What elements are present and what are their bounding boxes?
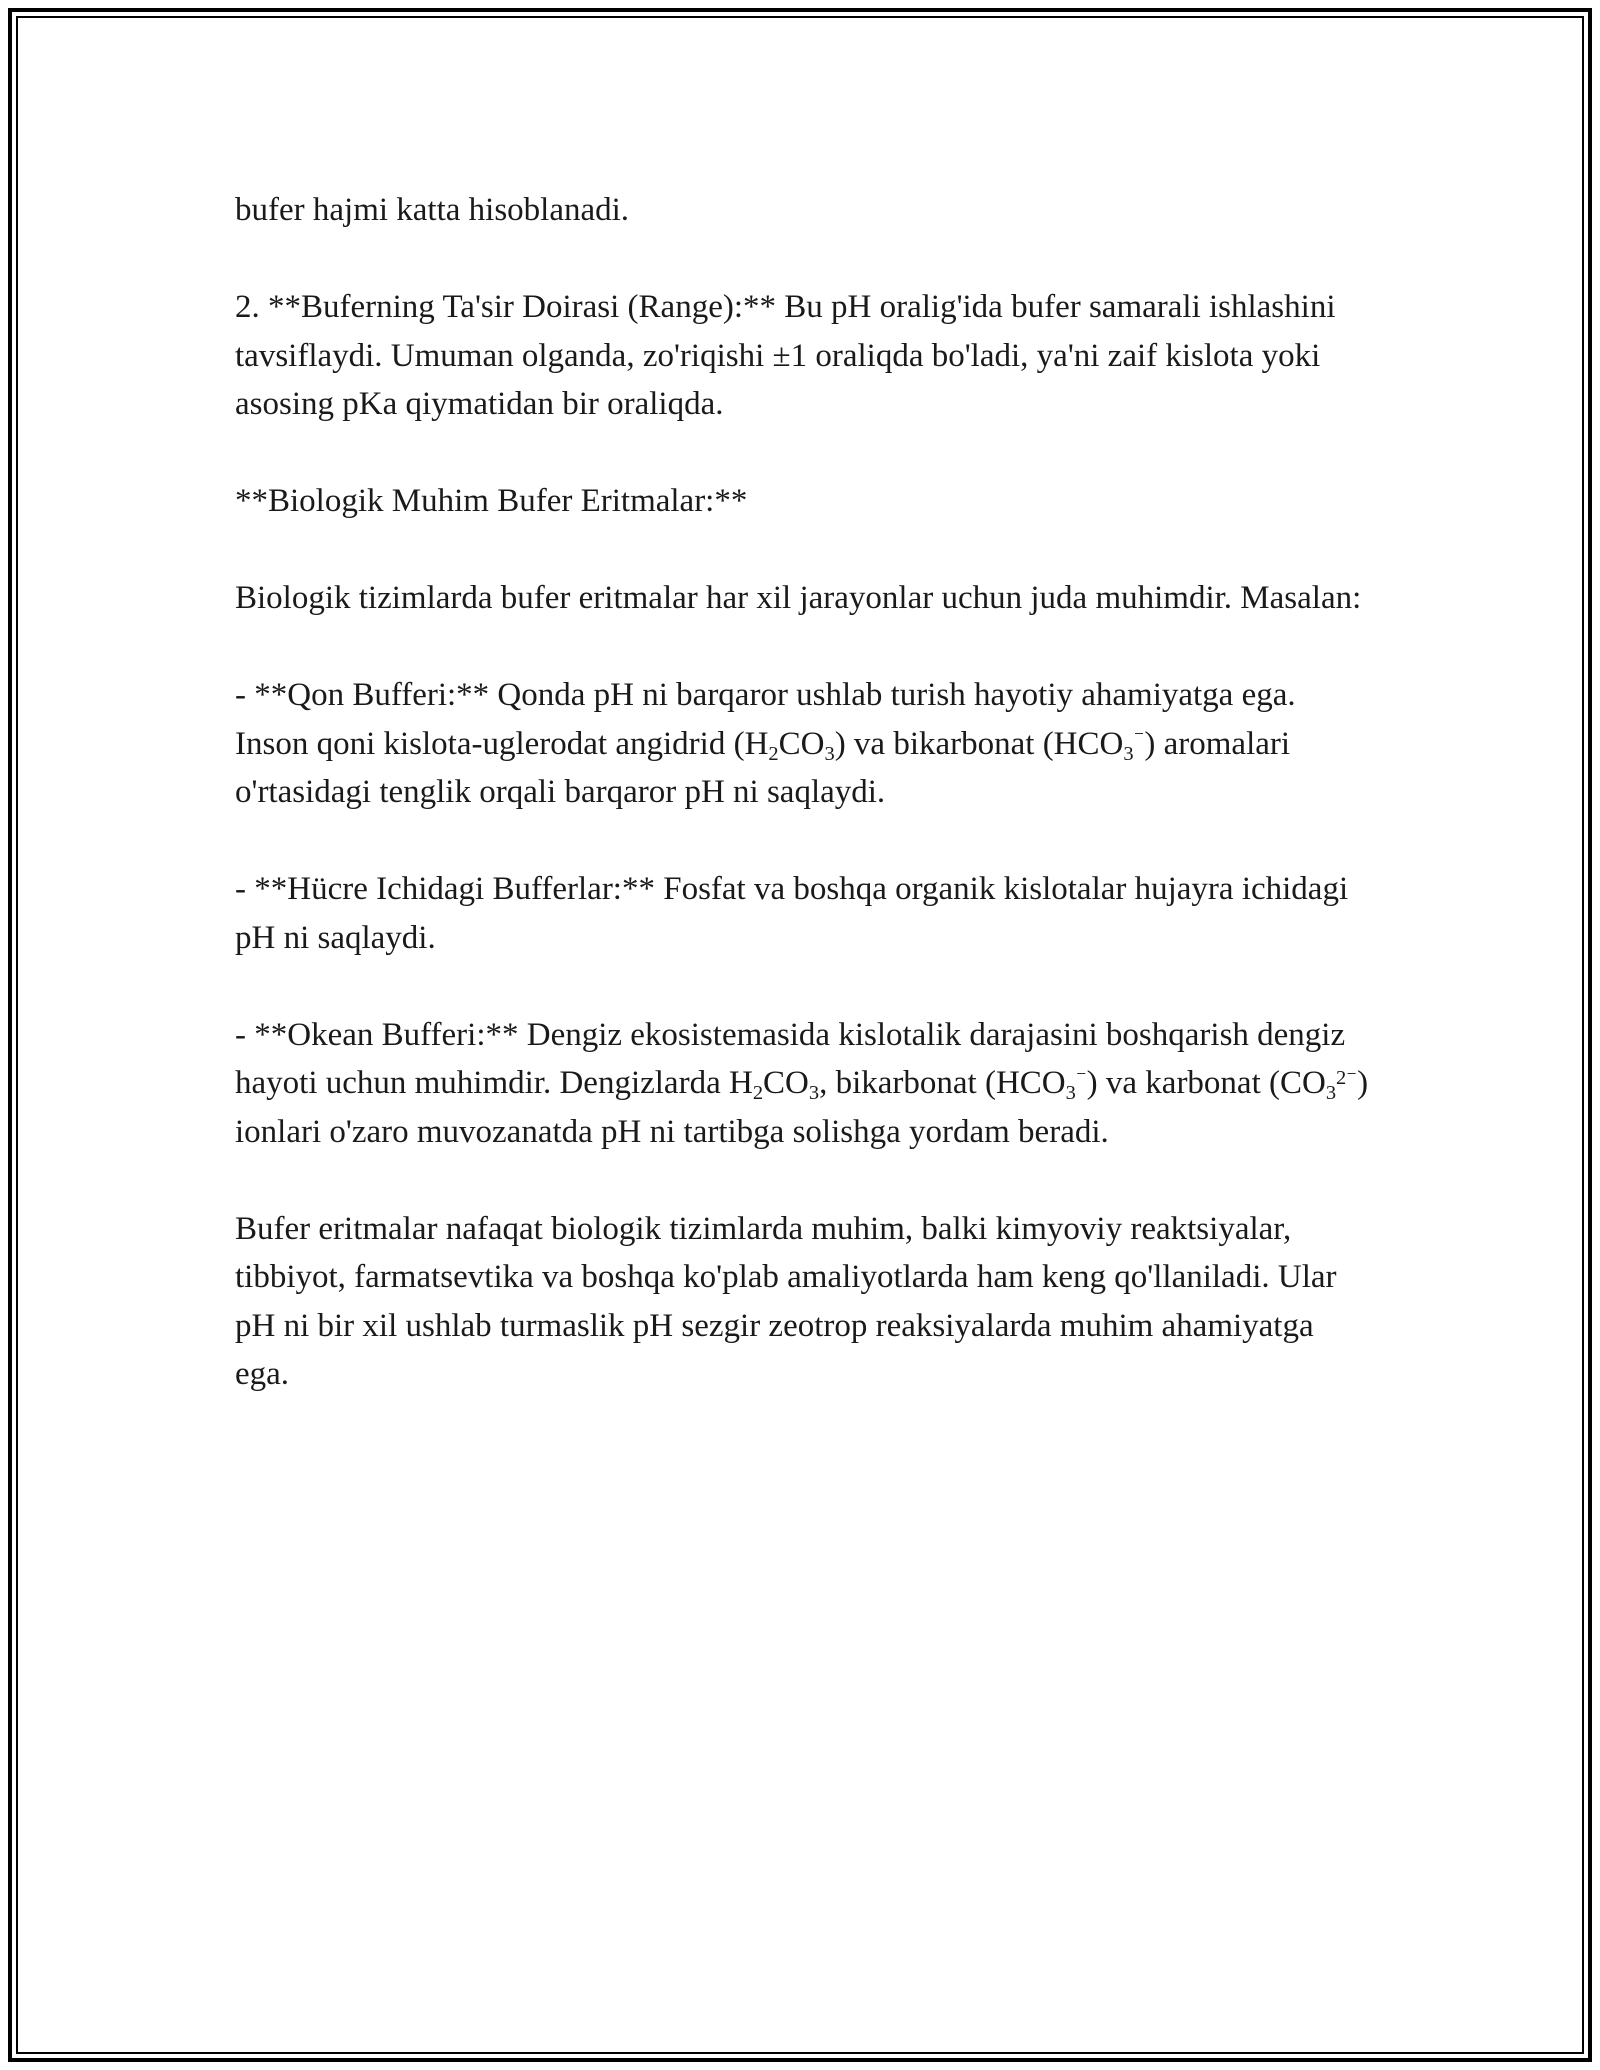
document-body [235, 186, 1375, 1399]
superscript: 2⁻ [1336, 1066, 1358, 1089]
paragraph-buffer-capacity-end: bufer hajmi katta hisoblanadi. [235, 192, 630, 228]
subscript: 3 [824, 742, 835, 765]
paragraph-biological-intro: Biologik tizimlarda bufer eritmalar har xil jarayonlar uchun juda muhimdir. Masalan: [235, 580, 1362, 616]
list-item-ocean-buffer [235, 1011, 1375, 1157]
text-span: , bikarbonat (HCO [819, 1065, 1066, 1101]
list-item-intracellular-buffers: - **Hücre Ichidagi Bufferlar:** Fosfat va boshqa organik kislotalar hujayra ichidagi pH ni saqlaydi. [235, 871, 1349, 956]
superscript: ⁻ [1075, 1066, 1087, 1089]
section-heading-biological-buffers: **Biologik Muhim Bufer Eritmalar:** [235, 483, 748, 519]
subscript: 3 [808, 1082, 820, 1105]
list-item-blood-buffer [235, 671, 1375, 817]
subscript: 2 [768, 742, 779, 765]
subscript: 3 [1123, 742, 1134, 765]
text-span: ) ionlari o'zaro muvozanatda pH ni tartibga solishga yordam beradi. [235, 1065, 1369, 1150]
subscript: 3 [1065, 1082, 1076, 1105]
text-span: CO [778, 725, 825, 762]
text-span: CO [763, 1065, 809, 1101]
text-span: - **Okean Bufferi:** Dengiz ekosistemasida kislotalik darajasini boshqarish dengiz hayoti uchun muhimdir. Dengizlarda H [235, 1016, 1346, 1101]
subscript: 3 [1325, 1082, 1337, 1105]
subscript: 2 [752, 1082, 764, 1105]
text-span: ) aromalari o'rtasidagi tenglik orqali barqaror pH ni saqlaydi. [235, 725, 1291, 810]
text-span: ) va bikarbonat (HCO [834, 725, 1124, 762]
superscript: ⁻ [1133, 727, 1145, 750]
paragraph-conclusion: Bufer eritmalar nafaqat biologik tizimlarda muhim, balki kimyoviy reaktsiyalar, tibbiyot, farmatsevtika va boshqa ko'plab amaliyotlarda ham keng qo'llaniladi. Ular pH ni bir xil ushlab turmaslik pH sezgir zeotrop reaksiyalarda muhim ahamiyatga ega. [235, 1210, 1337, 1392]
text-span: - **Qon Bufferi:** Qonda pH ni barqaror ushlab turish hayotiy ahamiyatga ega. Inson qoni kislota-uglerodat angidrid (H [235, 677, 1296, 762]
paragraph-buffer-range: 2. **Buferning Ta'sir Doirasi (Range):** Bu pH oralig'ida bufer samarali ishlashini tavsiflaydi. Umuman olganda, zo'riqishi ±1 oraliqda bo'ladi, ya'ni zaif kislota yoki asosing pKa qiymatidan bir oraliqda. [235, 289, 1336, 422]
text-span: ) va karbonat (CO [1086, 1065, 1326, 1101]
